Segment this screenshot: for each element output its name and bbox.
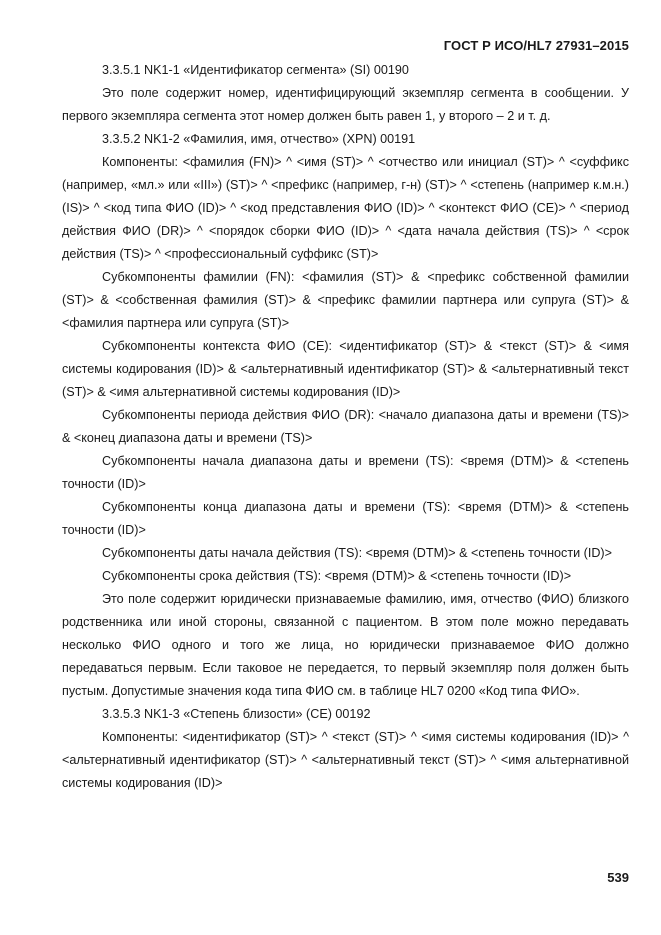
paragraph-ts-start-range-subcomponents: Субкомпоненты начала диапазона даты и времени (TS): <время (DTM)> & <степень точности (ID)>: [62, 454, 629, 491]
section-heading-nk1-3: 3.3.5.3 NK1-3 «Степень близости» (CE) 00192: [102, 707, 371, 721]
paragraph-ce-subcomponents: Субкомпоненты контекста ФИО (CE): <идентификатор (ST)> & <текст (ST)> & <имя системы кодирования (ID)> & <альтернативный идентификатор (ST)> & <альтернативный текст (ST)> & <имя альтернативной системы кодирования (ID)>: [62, 339, 629, 399]
section-heading-nk1-1: 3.3.5.1 NK1-1 «Идентификатор сегмента» (SI) 00190: [102, 63, 409, 77]
paragraph-ts-end-range-subcomponents: Субкомпоненты конца диапазона даты и времени (TS): <время (DTM)> & <степень точности (ID)>: [62, 500, 629, 537]
paragraph-ts-effective-date-subcomponents: Субкомпоненты даты начала действия (TS): <время (DTM)> & <степень точности (ID)>: [102, 546, 612, 560]
standard-header: ГОСТ Р ИСО/HL7 27931–2015: [443, 38, 629, 53]
document-body: [62, 59, 629, 795]
paragraph-dr-subcomponents: Субкомпоненты периода действия ФИО (DR): <начало диапазона даты и времени (TS)> & <конец диапазона даты и времени (TS)>: [62, 408, 629, 445]
paragraph-nk1-2-components: Компоненты: <фамилия (FN)> ^ <имя (ST)> ^ <отчество или инициал (ST)> ^ <суффикс (например, «мл.» или «III») (ST)> ^ <префикс (например, г-н) (ST)> ^ <степень (например к.м.н.) (IS)> ^ <код типа ФИО (ID)> ^ <код представления ФИО (ID)> ^ <контекст ФИО (CE)> ^ <период действия ФИО (DR)> ^ <порядок сборки ФИО (ID)> ^ <дата начала действия (TS)> ^ <срок действия (TS)> ^ <профессиональный суффикс (ST)>: [62, 155, 629, 261]
paragraph-ts-expiration-subcomponents: Субкомпоненты срока действия (TS): <время (DTM)> & <степень точности (ID)>: [102, 569, 572, 583]
paragraph-nk1-3-components: Компоненты: <идентификатор (ST)> ^ <текст (ST)> ^ <имя системы кодирования (ID)> ^ <альтернативный идентификатор (ST)> ^ <альтернативный текст (ST)> ^ <имя альтернативной системы кодирования (ID)>: [62, 730, 629, 790]
paragraph-nk1-2-description: Это поле содержит юридически признаваемые фамилию, имя, отчество (ФИО) близкого родственника или иной стороны, связанной с пациентом. В этом поле можно передавать несколько ФИО одного и того же лица, но юридически признаваемое ФИО должно передаваться первым. Если таковое не передается, то первый экземпляр поля должен быть пустым. Допустимые значения кода типа ФИО см. в таблице HL7 0200 «Код типа ФИО».: [62, 592, 629, 698]
paragraph-fn-subcomponents: Субкомпоненты фамилии (FN): <фамилия (ST)> & <префикс собственной фамилии (ST)> & <собственная фамилия (ST)> & <префикс фамилии партнера или супруга (ST)> & <фамилия партнера или супруга (ST)>: [62, 270, 629, 330]
paragraph-nk1-1-description: Это поле содержит номер, идентифицирующий экземпляр сегмента в сообщении. У первого экземпляра сегмента этот номер должен быть равен 1, у второго – 2 и т. д.: [62, 86, 629, 123]
page-number: 539: [607, 870, 629, 885]
section-heading-nk1-2: 3.3.5.2 NK1-2 «Фамилия, имя, отчество» (XPN) 00191: [102, 132, 416, 146]
